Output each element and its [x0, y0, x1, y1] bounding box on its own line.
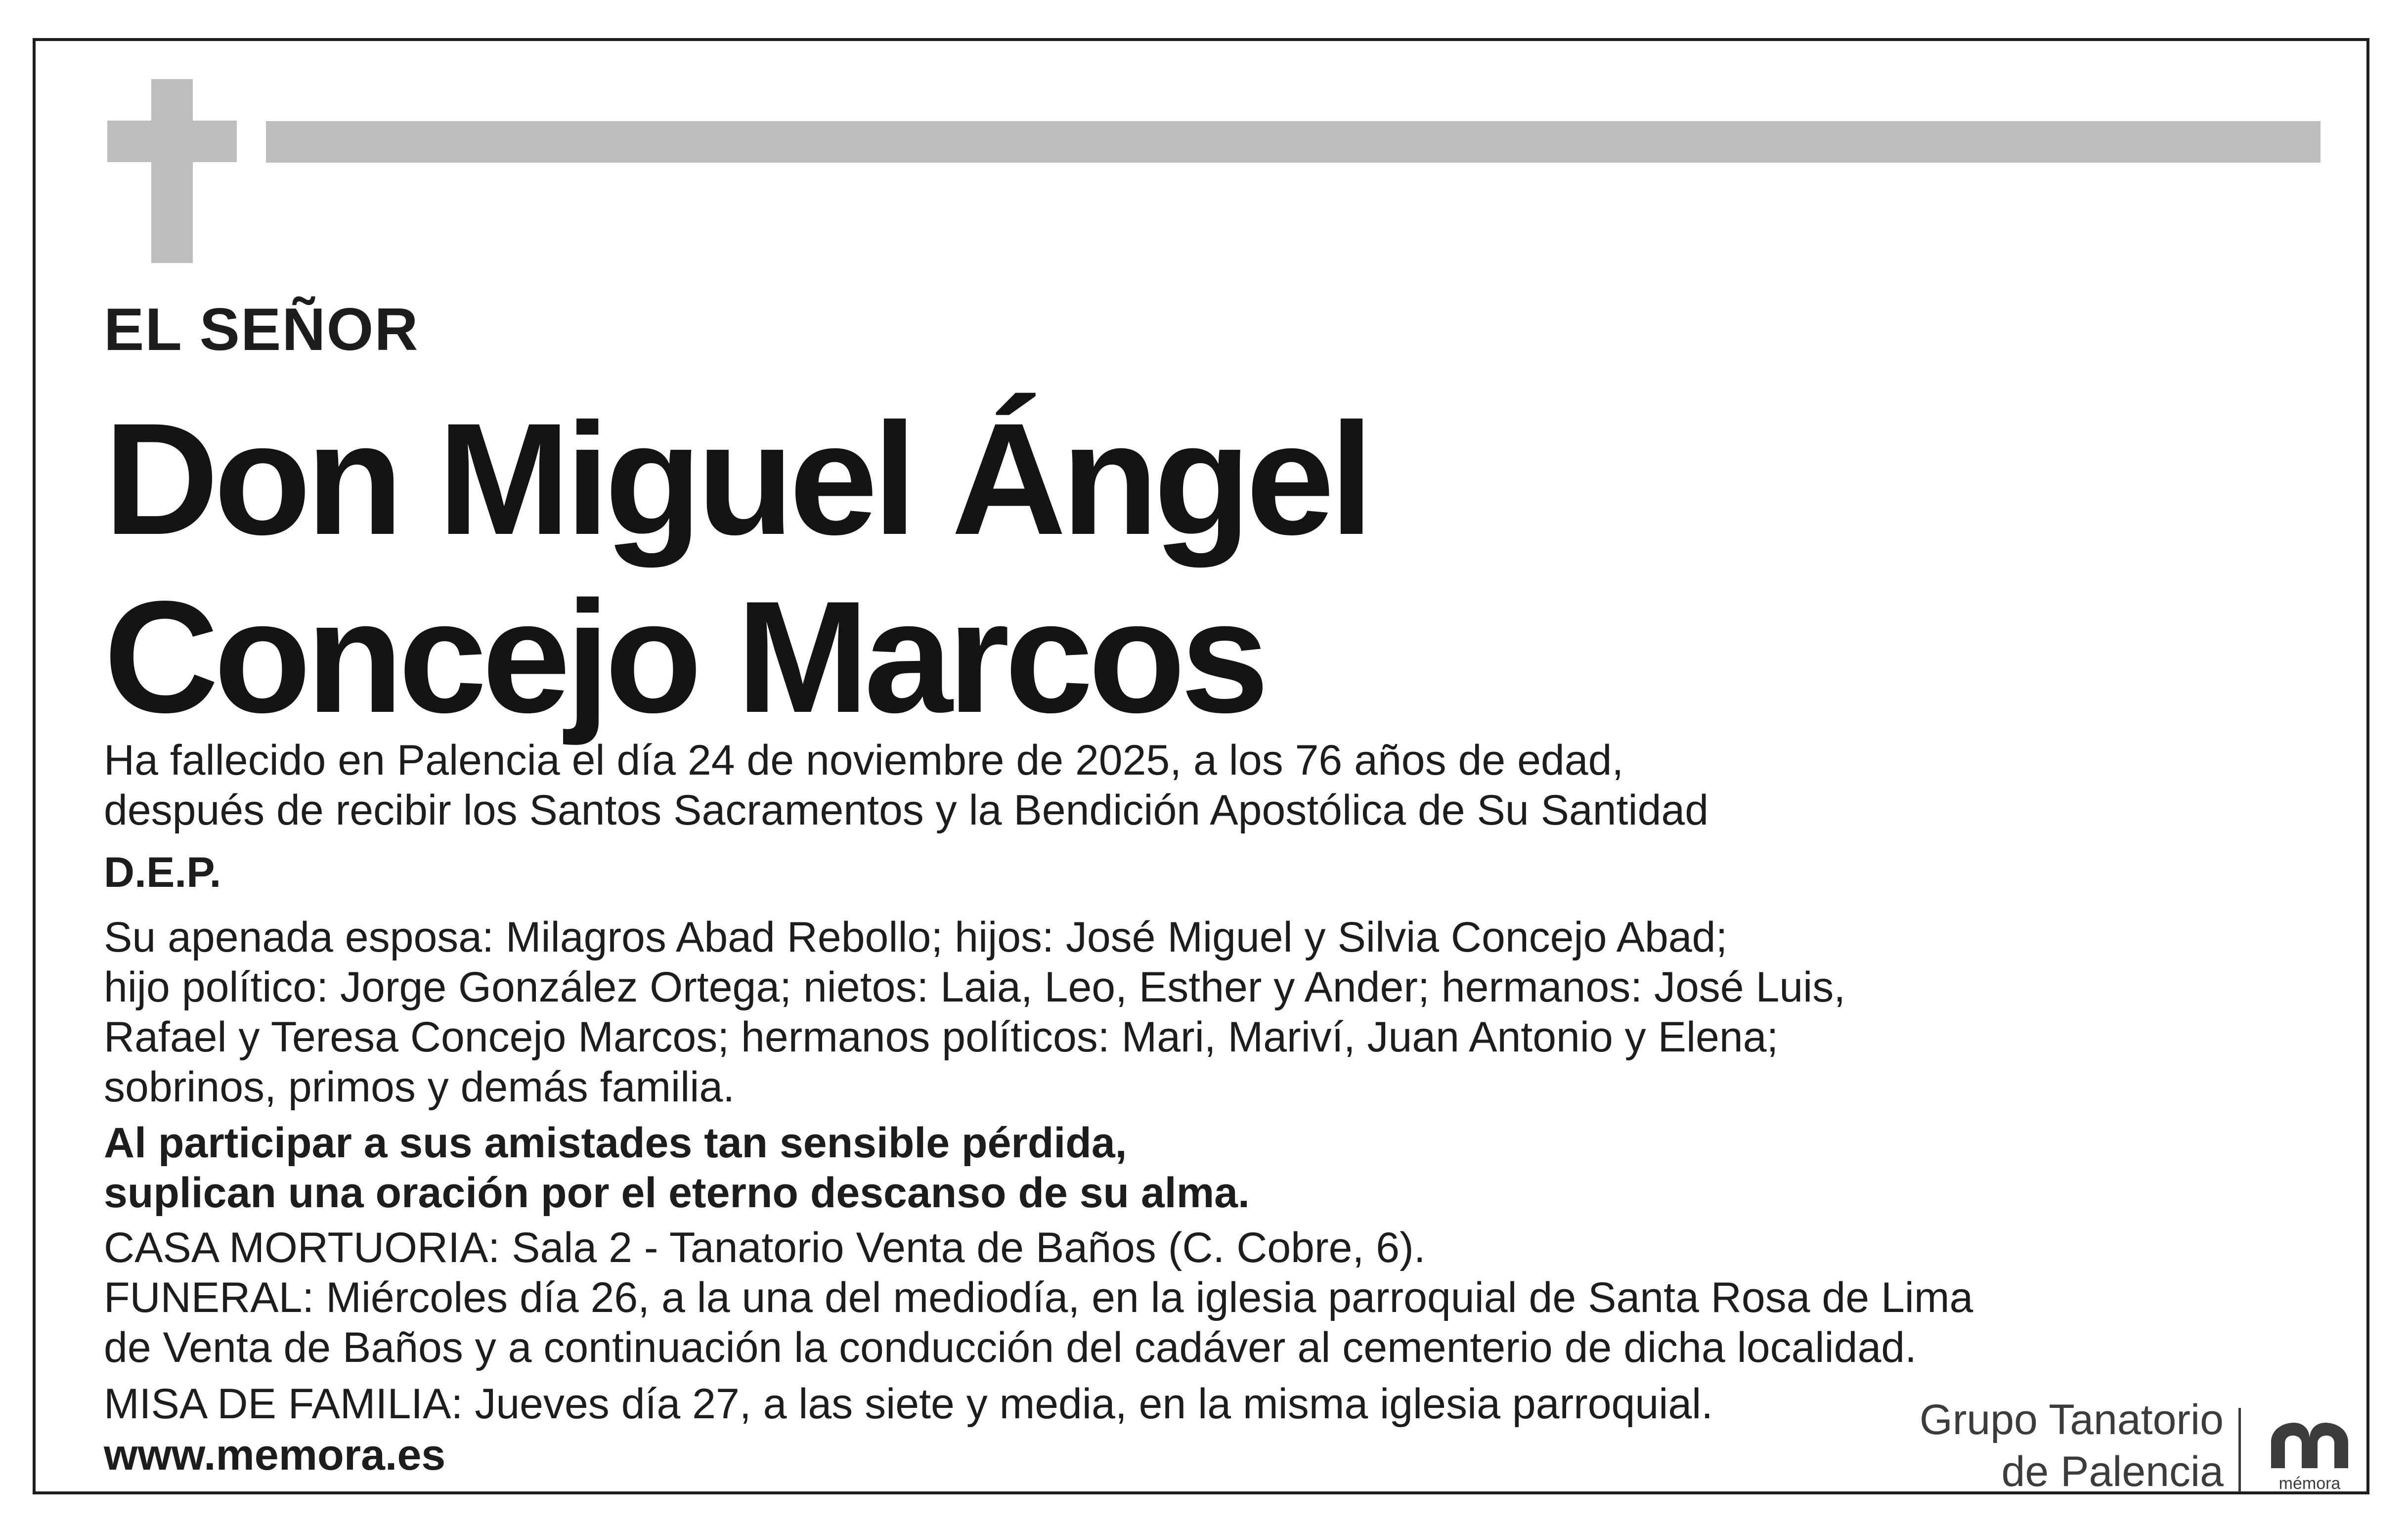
website-link[interactable]: www.memora.es — [104, 1430, 446, 1479]
name-line-2: Concejo Marcos — [104, 568, 1265, 746]
header-rule — [266, 121, 2320, 163]
prayer-line-2: suplican una oración por el eterno descanso de su alma. — [104, 1169, 1250, 1217]
brand-line-2: de Palencia — [2001, 1448, 2224, 1495]
title-line: EL SEÑOR — [104, 296, 419, 363]
dep-label: D.E.P. — [104, 849, 221, 896]
misa-de-familia: MISA DE FAMILIA: Jueves día 27, a las siete y media, en la misma iglesia parroquial. — [104, 1380, 1713, 1428]
family-line-3: Rafael y Teresa Concejo Marcos; hermanos políticos: Mari, Mariví, Juan Antonio y Elena; — [104, 1013, 1779, 1061]
cross-icon — [107, 79, 237, 263]
funeral-home-brand — [1920, 1394, 2224, 1498]
prayer-line-1: Al participar a sus amistades tan sensible pérdida, — [104, 1119, 1127, 1167]
brand-line-1: Grupo Tanatorio — [1919, 1396, 2224, 1443]
funeral-line-1: FUNERAL: Miércoles día 26, a la una del mediodía, en la iglesia parroquial de Santa Rosa de Lima — [104, 1274, 1973, 1321]
announcement-line-2: después de recibir los Santos Sacramentos y la Bendición Apostólica de Su Santidad — [104, 786, 1709, 834]
memora-logo-label: mémora — [2278, 1474, 2341, 1493]
deceased-name — [104, 391, 1369, 746]
family-line-2: hijo político: Jorge González Ortega; nietos: Laia, Leo, Esther y Ander; hermanos: José Luis, — [104, 963, 1846, 1011]
casa-mortuoria: CASA MORTUORIA: Sala 2 - Tanatorio Venta de Baños (C. Cobre, 6). — [104, 1224, 1426, 1271]
footer-divider — [2238, 1408, 2241, 1492]
family-line-1: Su apenada esposa: Milagros Abad Rebollo; hijos: José Miguel y Silvia Concejo Abad; — [104, 914, 1728, 961]
name-line-1: Don Miguel Ángel — [104, 391, 1369, 568]
funeral-line-2: de Venta de Baños y a continuación la conducción del cadáver al cementerio de dicha localidad. — [104, 1324, 1917, 1371]
family-line-4: sobrinos, primos y demás familia. — [104, 1063, 735, 1111]
announcement-line-1: Ha fallecido en Palencia el día 24 de noviembre de 2025, a los 76 años de edad, — [104, 737, 1624, 784]
